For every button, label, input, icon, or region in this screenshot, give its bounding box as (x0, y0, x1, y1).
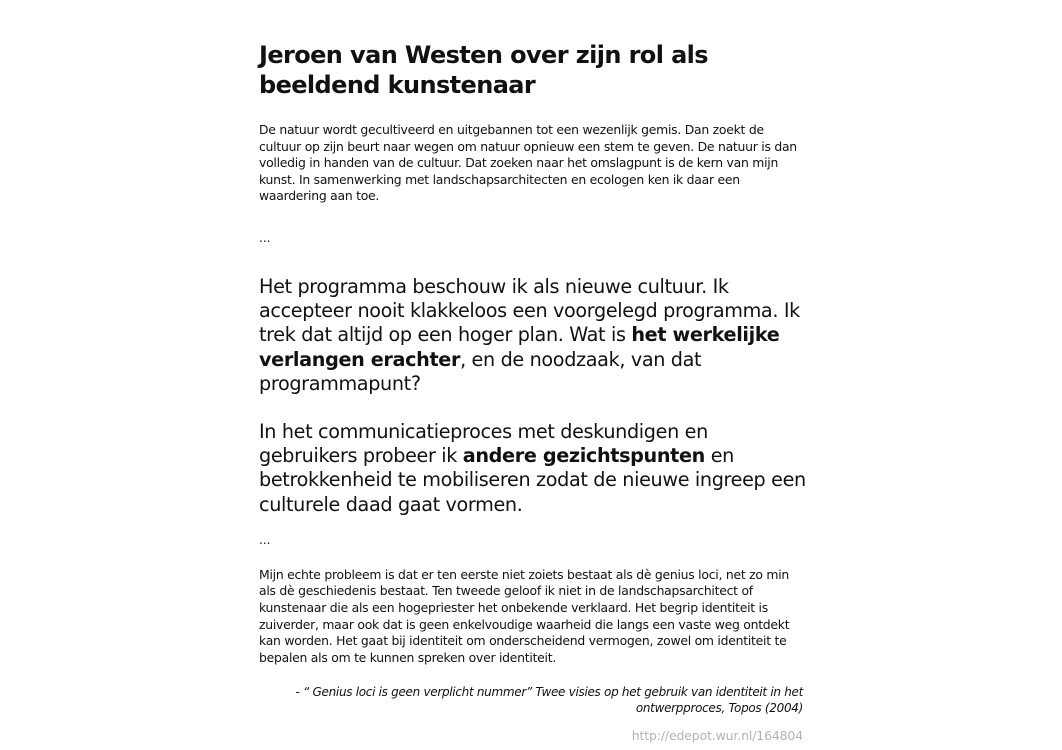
closing-paragraph: Mijn echte probleem is dat er ten eerste niet zoiets bestaat als dè genius loci, net zo min als dè geschiedenis bestaat. Ten tweede geloof ik niet in de landschapsarchitect of kunstenaar die als een hogepriester het onbekende verklaard. Het begrip identiteit is zuiverder, maar ook dat is geen enkelvoudige waarheid die langs een vaste weg ontdekt kan worden. Het gaat bij identiteit om onderscheidend vermogen, zowel om identiteit te bepalen als om te kunnen spreken over identiteit. (259, 566, 790, 665)
ellipsis-separator: ... (259, 230, 271, 245)
ellipsis-separator: ... (259, 532, 271, 547)
citation: - “ Genius loci is geen verplicht nummer” Twee visies op het gebruik van identiteit in het ontwerpproces, Topos (2004) (295, 685, 803, 716)
quote-paragraph-programma (259, 275, 807, 396)
intro-paragraph: De natuur wordt gecultiveerd en uitgebannen tot een wezenlijk gemis. Dan zoekt de cultuur op zijn beurt naar wegen om natuur opnieuw een stem te geven. De natuur is dan volledig in handen van de cultuur. Dat zoeken naar het omslagpunt is de kern van mijn kunst. In samenwerking met landschapsarchitecten en ecologen ken ik daar een waardering aan toe. (259, 122, 797, 204)
quote-emphasis: andere gezichtspunten (462, 444, 705, 468)
quote-text: In het communicatieproces met deskundigen en gebruikers probeer ik (259, 419, 708, 468)
quote-text: , en de noodzaak, van dat programmapunt? (259, 347, 702, 395)
quote-emphasis: het werkelijke verlangen erachter (259, 323, 780, 371)
page-title: Jeroen van Westen over zijn rol als beeldend kunstenaar (259, 41, 708, 99)
quote-paragraph-communicatie (259, 420, 807, 517)
quote-text: Het programma beschouw ik als nieuwe cultuur. Ik accepteer nooit klakkeloos een voorgelegd programma. Ik trek dat altijd op een hoger plan. Wat is (259, 274, 800, 347)
document-page (259, 40, 807, 744)
source-link[interactable]: http://edepot.wur.nl/164804 (631, 728, 803, 744)
quote-text: en betrokkenheid te mobiliseren zodat de nieuwe ingreep een culturele daad gaat vormen. (259, 444, 806, 516)
